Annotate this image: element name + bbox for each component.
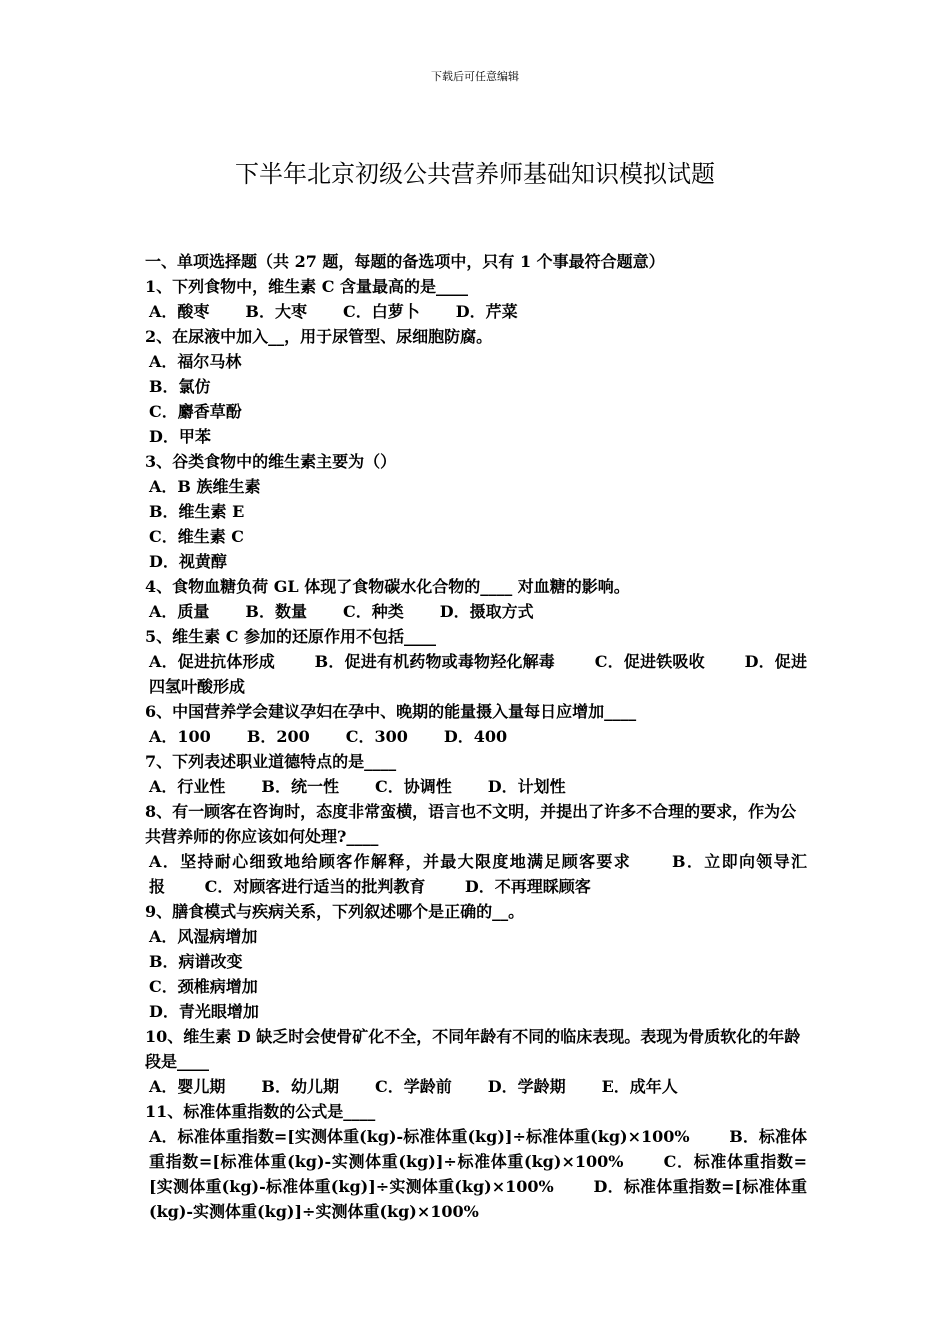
question-stem: 2、在尿液中加入__，用于尿管型、尿细胞防腐。 — [145, 327, 493, 346]
document-title: 下半年北京初级公共营养师基础知识模拟试题 — [235, 160, 715, 188]
question-stem: 4、食物血糖负荷 GL 体现了食物碳水化合物的____ 对血糖的影响。 — [145, 577, 630, 596]
answer-option: C．白萝卜 — [342, 302, 420, 321]
answer-option: D．促进四氢叶酸形成 — [149, 652, 807, 696]
question-item — [145, 274, 807, 324]
answer-option: B．数量 — [245, 602, 307, 621]
answer-option: D．标准体重指数=[标准体重(kg)-实测体重(kg)]÷实测体重(kg)×100% — [149, 1177, 807, 1221]
answer-option: C．学龄前 — [374, 1077, 452, 1096]
question-item — [145, 624, 807, 699]
answer-option: D．摄取方式 — [439, 602, 534, 621]
answer-option: B．立即向领导汇报 — [149, 852, 807, 896]
answer-options — [145, 1074, 807, 1099]
answer-option: D．视黄醇 — [149, 552, 227, 571]
answer-option: D．学龄期 — [487, 1077, 566, 1096]
answer-options — [145, 599, 807, 624]
answer-options — [145, 649, 807, 699]
answer-option: B．200 — [246, 727, 310, 746]
question-stem: 8、有一顾客在咨询时，态度非常蛮横，语言也不文明，并提出了许多不合理的要求，作为公共营养师的你应该如何处理?____ — [145, 802, 797, 846]
answer-option: B．标准体重指数=[标准体重(kg)-实测体重(kg)]÷标准体重(kg)×100% — [149, 1127, 807, 1171]
answer-option: A．婴儿期 — [149, 1077, 226, 1096]
answer-option: A．坚持耐心细致地给顾客作解释，并最大限度地满足顾客要求 — [149, 852, 632, 871]
question-item — [145, 799, 807, 899]
question-item — [145, 699, 807, 749]
exam-content — [145, 249, 807, 1224]
question-stem: 10、维生素 D 缺乏时会使骨矿化不全，不同年龄有不同的临床表现。表现为骨质软化的年龄段是____ — [145, 1027, 801, 1071]
answer-option: C．麝香草酚 — [149, 402, 242, 421]
question-item — [145, 324, 807, 449]
answer-option: A．风湿病增加 — [149, 927, 258, 946]
question-stem: 1、下列食物中，维生素 C 含量最高的是____ — [145, 277, 469, 296]
section-title: 一、单项选择题（共 27 题，每题的备选项中，只有 1 个事最符合题意） — [145, 252, 665, 271]
answer-option: D．不再理睬顾客 — [464, 877, 591, 896]
question-item — [145, 574, 807, 624]
question-stem: 3、谷类食物中的维生素主要为（） — [145, 452, 397, 471]
answer-option: C．促进铁吸收 — [594, 652, 705, 671]
answer-options — [145, 299, 807, 324]
answer-option: A．标准体重指数=[实测体重(kg)-标准体重(kg)]÷标准体重(kg)×100% — [149, 1127, 690, 1146]
question-item — [145, 899, 807, 1024]
answer-option: D．芹菜 — [455, 302, 518, 321]
answer-option: C．颈椎病增加 — [149, 977, 258, 996]
question-stem: 6、中国营养学会建议孕妇在孕中、晚期的能量摄入量每日应增加____ — [145, 702, 637, 721]
answer-option: C．标准体重指数=[实测体重(kg)-标准体重(kg)]÷实测体重(kg)×100% — [149, 1152, 807, 1196]
answer-option: C．维生素 C — [149, 527, 245, 546]
answer-options — [145, 1124, 807, 1224]
answer-option: D．青光眼增加 — [149, 1002, 259, 1021]
answer-option: B．大枣 — [245, 302, 307, 321]
answer-options — [145, 724, 807, 749]
answer-option: B．促进有机药物或毒物羟化解毒 — [314, 652, 555, 671]
question-item — [145, 1099, 807, 1224]
answer-option: D．计划性 — [487, 777, 566, 796]
question-list — [145, 274, 807, 1224]
answer-option: A．福尔马林 — [149, 352, 242, 371]
answer-option: A．B 族维生素 — [149, 477, 261, 496]
answer-option: C．协调性 — [374, 777, 452, 796]
answer-option: B．幼儿期 — [261, 1077, 339, 1096]
answer-options — [145, 849, 807, 899]
answer-option: A．质量 — [149, 602, 210, 621]
answer-option: A．酸枣 — [149, 302, 210, 321]
question-item — [145, 749, 807, 799]
question-stem: 11、标准体重指数的公式是____ — [145, 1102, 376, 1121]
answer-option: D．400 — [443, 727, 508, 746]
answer-option: A．促进抗体形成 — [149, 652, 275, 671]
answer-option: B．氯仿 — [149, 377, 211, 396]
answer-option: A．行业性 — [149, 777, 226, 796]
question-item — [145, 449, 807, 574]
question-item — [145, 1024, 807, 1099]
question-stem: 7、下列表述职业道德特点的是____ — [145, 752, 397, 771]
answer-option: C．对顾客进行适当的批判教育 — [204, 877, 426, 896]
question-stem: 5、维生素 C 参加的还原作用不包括____ — [145, 627, 437, 646]
question-stem: 9、膳食模式与疾病关系，下列叙述哪个是正确的__。 — [145, 902, 525, 921]
answer-option: B．统一性 — [261, 777, 339, 796]
answer-options — [145, 774, 807, 799]
answer-option: D．甲苯 — [149, 427, 211, 446]
answer-option: B．病谱改变 — [149, 952, 243, 971]
answer-option: C．种类 — [342, 602, 404, 621]
answer-option: E．成年人 — [601, 1077, 678, 1096]
answer-option: A．100 — [149, 727, 211, 746]
answer-option: B．维生素 E — [149, 502, 245, 521]
answer-option: C．300 — [345, 727, 408, 746]
header-note: 下载后可任意编辑 — [431, 70, 519, 83]
